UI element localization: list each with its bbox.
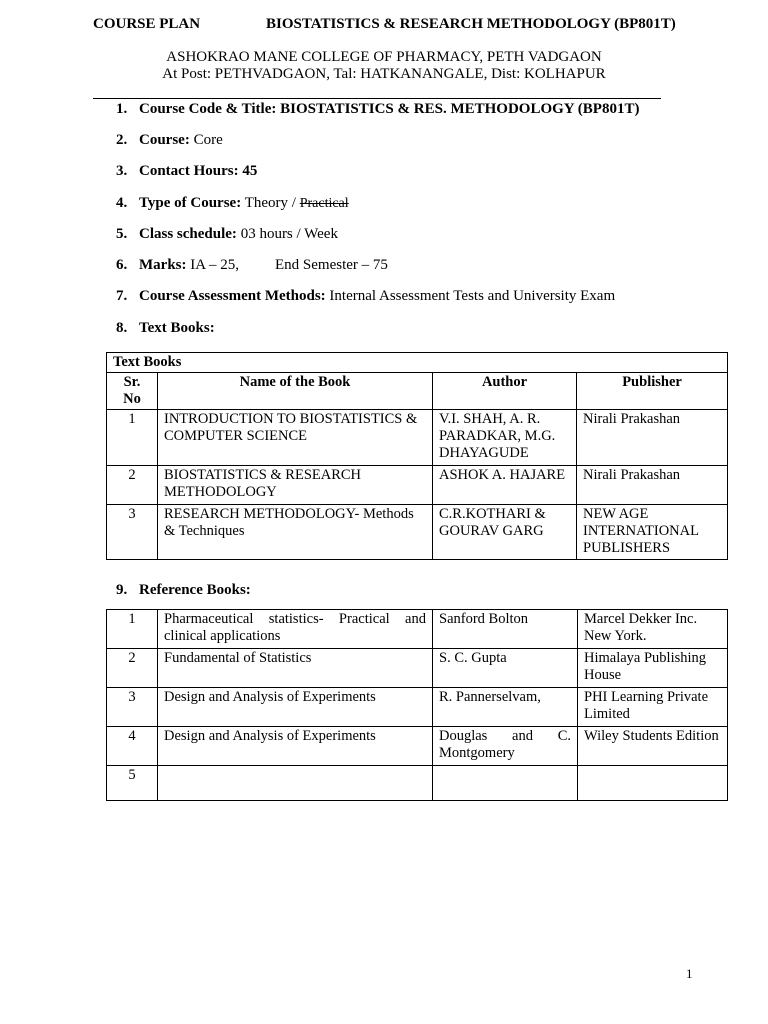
cell-publisher: Nirali Prakashan (577, 466, 728, 505)
college-address: At Post: PETHVADGAON, Tal: HATKANANGALE, Dist: KOLHAPUR (162, 66, 606, 82)
table-row (107, 688, 728, 727)
struck-practical: Practical (299, 196, 349, 211)
cell-book-name: Design and Analysis of Experiments (158, 688, 433, 727)
cell-sr: 2 (107, 649, 158, 688)
cell-publisher (578, 766, 728, 801)
item-text-books: 8. Text Books: (116, 320, 215, 336)
item-reference-books: 9. Reference Books: (116, 582, 251, 598)
item-course: 2. Course: Core (116, 132, 223, 148)
cell-publisher: Wiley Students Edition (578, 727, 728, 766)
cell-sr: 1 (107, 610, 158, 649)
text-books-table (106, 352, 728, 560)
table-row (107, 649, 728, 688)
item-type-of-course: 4. Type of Course: Theory / Practical (116, 195, 349, 211)
page-number: 1 (686, 966, 693, 981)
table-row (107, 610, 728, 649)
cell-book-name: RESEARCH METHODOLOGY- Methods & Techniques (158, 505, 433, 560)
table-header-row (107, 373, 728, 410)
cell-publisher: PHI Learning Private Limited (578, 688, 728, 727)
reference-books-table (106, 609, 728, 801)
cell-author: ASHOK A. HAJARE (433, 466, 577, 505)
cell-book-name: BIOSTATISTICS & RESEARCH METHODOLOGY (158, 466, 433, 505)
header-sr-no: Sr. No (107, 373, 158, 410)
item-assessment-methods: 7. Course Assessment Methods: Internal Assessment Tests and University Exam (116, 288, 616, 304)
header-divider (93, 98, 661, 99)
cell-author: Sanford Bolton (433, 610, 578, 649)
cell-publisher: Nirali Prakashan (577, 410, 728, 466)
cell-book-name: Design and Analysis of Experiments (158, 727, 433, 766)
table-row (107, 727, 728, 766)
table-row (107, 766, 728, 801)
cell-sr: 3 (107, 688, 158, 727)
cell-publisher: Himalaya Publishing House (578, 649, 728, 688)
cell-author: Douglas and C. Montgomery (433, 727, 578, 766)
cell-sr: 4 (107, 727, 158, 766)
cell-author (433, 766, 578, 801)
cell-book-name: Fundamental of Statistics (158, 649, 433, 688)
cell-book-name: INTRODUCTION TO BIOSTATISTICS & COMPUTER SCIENCE (158, 410, 433, 466)
cell-sr: 2 (107, 466, 158, 505)
header-course-title: BIOSTATISTICS & RESEARCH METHODOLOGY (BP801T) (266, 16, 676, 32)
table-row (107, 505, 728, 560)
cell-book-name: Pharmaceutical statistics- Practical and clinical applications (158, 610, 433, 649)
text-books-caption: Text Books (107, 353, 728, 373)
table-row (107, 466, 728, 505)
cell-publisher: NEW AGE INTERNATIONAL PUBLISHERS (577, 505, 728, 560)
cell-sr: 3 (107, 505, 158, 560)
cell-book-name (158, 766, 433, 801)
cell-publisher: Marcel Dekker Inc. New York. (578, 610, 728, 649)
header-author: Author (433, 373, 577, 410)
table-row (107, 410, 728, 466)
cell-sr: 1 (107, 410, 158, 466)
item-class-schedule: 5. Class schedule: 03 hours / Week (116, 226, 338, 242)
cell-author: S. C. Gupta (433, 649, 578, 688)
item-contact-hours: 3. Contact Hours: 45 (116, 163, 258, 179)
item-course-code: 1. Course Code & Title: BIOSTATISTICS & RES. METHODOLOGY (BP801T) (116, 101, 640, 117)
header-publisher: Publisher (577, 373, 728, 410)
cell-author: C.R.KOTHARI & GOURAV GARG (433, 505, 577, 560)
cell-author: R. Pannerselvam, (433, 688, 578, 727)
header-course-plan: COURSE PLAN (93, 16, 201, 32)
item-marks: 6. Marks: IA – 25, End Semester – 75 (116, 257, 388, 273)
college-name: ASHOKRAO MANE COLLEGE OF PHARMACY, PETH VADGAON (166, 49, 602, 65)
cell-author: V.I. SHAH, A. R. PARADKAR, M.G. DHAYAGUDE (433, 410, 577, 466)
cell-sr: 5 (107, 766, 158, 801)
header-book-name: Name of the Book (158, 373, 433, 410)
